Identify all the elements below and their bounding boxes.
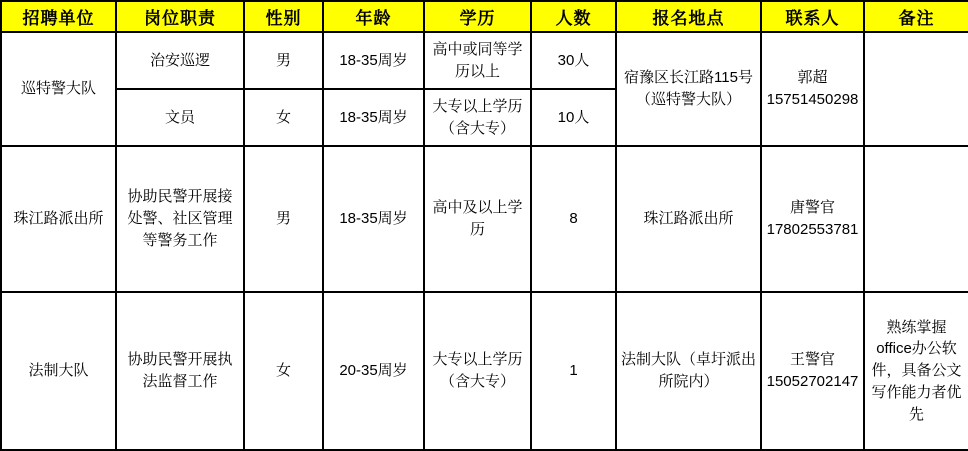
cell-age: 20-35周岁: [323, 292, 424, 450]
cell-contact: [761, 292, 864, 450]
cell-education: 高中及以上学历: [424, 146, 531, 292]
cell-gender: 女: [244, 89, 323, 146]
cell-age: 18-35周岁: [323, 32, 424, 89]
cell-location: 法制大队（卓圩派出所院内）: [616, 292, 761, 450]
cell-duty: 治安巡逻: [116, 32, 244, 89]
cell-age: 18-35周岁: [323, 146, 424, 292]
contact-name: 唐警官: [789, 199, 835, 217]
cell-education: 大专以上学历（含大专）: [424, 89, 531, 146]
header-location: 报名地点: [616, 1, 761, 32]
cell-gender: 男: [244, 32, 323, 89]
cell-location: 宿豫区长江路115号（巡特警大队）: [616, 32, 761, 146]
cell-note: [864, 32, 968, 146]
cell-education: 大专以上学历（含大专）: [424, 292, 531, 450]
contact-phone: 15751450298: [766, 91, 859, 108]
contact-phone: 17802553781: [766, 221, 859, 238]
table-row: [1, 146, 968, 292]
cell-duty: 协助民警开展执法监督工作: [116, 292, 244, 450]
cell-unit: 巡特警大队: [1, 32, 116, 146]
table-row: [1, 32, 968, 89]
contact-name: 郭超: [797, 69, 828, 87]
cell-duty: 文员: [116, 89, 244, 146]
header-gender: 性别: [244, 1, 323, 32]
cell-contact: [761, 32, 864, 146]
header-contact: 联系人: [761, 1, 864, 32]
cell-count: 8: [531, 146, 616, 292]
contact-phone: 15052702147: [766, 373, 859, 390]
cell-gender: 女: [244, 292, 323, 450]
header-row: [1, 1, 968, 32]
cell-count: 30人: [531, 32, 616, 89]
table-row: [1, 292, 968, 450]
header-count: 人数: [531, 1, 616, 32]
cell-unit: 珠江路派出所: [1, 146, 116, 292]
cell-count: 10人: [531, 89, 616, 146]
contact-name: 王警官: [789, 351, 835, 369]
cell-age: 18-35周岁: [323, 89, 424, 146]
cell-education: 高中或同等学历以上: [424, 32, 531, 89]
header-education: 学历: [424, 1, 531, 32]
cell-contact: [761, 146, 864, 292]
header-duty: 岗位职责: [116, 1, 244, 32]
header-note: 备注: [864, 1, 968, 32]
cell-gender: 男: [244, 146, 323, 292]
cell-note: 熟练掌握office办公软件，具备公文写作能力者优先: [864, 292, 968, 450]
header-unit: 招聘单位: [1, 1, 116, 32]
cell-duty: 协助民警开展接处警、社区管理等警务工作: [116, 146, 244, 292]
cell-count: 1: [531, 292, 616, 450]
cell-note: [864, 146, 968, 292]
header-age: 年龄: [323, 1, 424, 32]
cell-unit: 法制大队: [1, 292, 116, 450]
cell-location: 珠江路派出所: [616, 146, 761, 292]
